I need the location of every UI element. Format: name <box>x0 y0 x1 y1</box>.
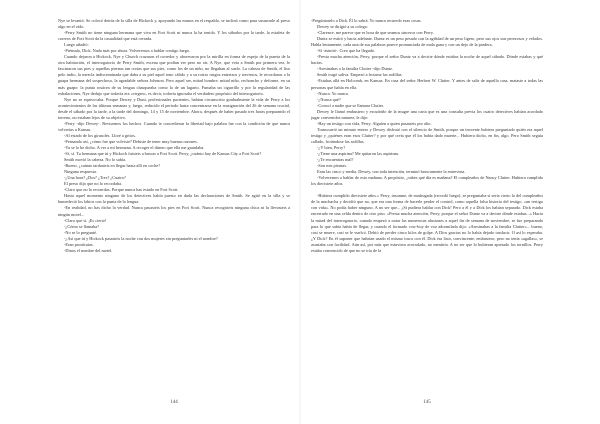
paragraph: -Clarence, me parece que es hora de que seamos sinceros con Perry. <box>317 30 434 36</box>
paragraph: Nye se levantó. Se colocó detrás de la silla de Hickock y, apoyando las manos en el respaldo, se inclinó como para susurrarle al preso algo en el oído. <box>58 18 290 30</box>
paragraph: Ninguna respuesta. <box>64 169 97 175</box>
paragraph: -Hay un testigo con vida, Perry. Alguien a quien pasasteis por alto. <box>317 120 432 126</box>
paragraph: -¿Tiene una aspirina? Me quitaron las aspirinas. <box>317 151 400 157</box>
paragraph: -¿Te encuentras mal? <box>317 157 354 163</box>
paragraph: -Nunca. Yo nunca. <box>317 90 349 96</box>
paragraph: -No se lo pregunté. <box>64 229 97 235</box>
paragraph: -Ya se lo he dicho. A ver a mi hermana. A recoger el dinero que ella me guardaba. <box>64 144 205 150</box>
paragraph: Luego añadió: <box>64 42 89 48</box>
paragraph: -Claro que no lo recuerdas. Porque nunca has estado en Fort Scott. <box>64 187 179 193</box>
paragraph: Transcurrió un minuto entero y Dewey disfrutó con el silencio de Smith, porque un inocente hubiera preguntado quién era aquel testigo y ¿quiénes eran esos Clutter? y por qué creía que él los había dado muerte... Hubiera dicho, en fin, algo. Pero Smith seguía callado, frotándose las rodillas. <box>311 126 543 144</box>
paragraph: Hasta aquel momento ninguno de los detectives había puesto en duda las declaraciones de Smith. Se agitó en la silla y se humedeció los labios con la punta de la lengua. <box>58 193 290 205</box>
paragraph: Nye no se equivocaba. Porque Dewey y Dunt, profesionales pacientes, habían circunscrito gradualmente la vida de Perry a los acontecimientos de las últimas semanas y, luego, reducido el periodo hasta concentrarse en la reasignación del 26 de semana crucial, desde el sábado por la tarde, a la tarde del domingo, 14 y 15 de noviembre. Ahora, después de haber pasado tres horas preparando el terreno, no estaban lejos de su objetivo. <box>58 96 290 120</box>
paragraph: -Conocí a nadie que se llamara Clutter. <box>317 102 384 108</box>
paragraph: -Sí -asintió-. Creo que ha llegado. <box>317 48 376 54</box>
paragraph: Cuando dejaron a Hickock, Nye y Church cruzaron el corredor y observaron por la mirilla en forma de espejo de la puerta de la otra habitación, el interrogatorio de Perry Smith, escena que podían ver pero no oír. A Nye, que veía a Smith por primera vez, le fascinaron sus pies y aquellas piernas tan cortas que sus pies, como los de un niño, no llegaban al suelo. La cabeza de Smith, el liso pelo indio, la mezcla indiscriminada que daba a su piel aquel tono cálido y a su rostro rasgos enterizos y traviesos, le recordaron a la guapa hermana del sospechoso, la agradable señora Johnson. Pero aquel ser, mitad hombre, mitad niño, rechoncho y deforme, en su más guapo: la punta rosácea de su lengua chasqueaba como la de un lagarto. Fumaba un cigarrillo y por la regularidad de las exhalaciones, Nye dedujo que todavía era «virgen», es decir, todavía ignoraba el verdadero propósito del interrogatorio. <box>58 54 290 96</box>
paragraph: -En realidad, no has dicho la verdad. Nunca pasasteis los pies en Fort Scott. Nunca recogisteis ninguna chica ni la llevasteis a ningún motel... <box>58 205 290 217</box>
paragraph: -Presta mucha atención, Perry, porque el señor Duntz va a decirte dónde estabas la noche de aquel sábado. Dónde estabas y qué hacías. <box>311 54 543 66</box>
paragraph: -Estabas allá en Holcomb, en Kansas. En casa del señor Herbert W. Clutter. Y antes de salir de aquella casa, mataste a todas las personas que había en ella. <box>311 78 543 90</box>
paragraph: -¿Así que tú y Hickock pasasteis la noche con dos mujeres sin preguntarles ni el nombre? <box>64 235 218 241</box>
paragraph: -Pregúntaselo a Dick. Él lo sabrá. Yo nunca recuerdo esas cosas. <box>311 18 422 23</box>
paragraph: Dewey le llamó embustero y escudriño de la mugre una carta que es una consulta previa los cuatro detectives habían acordado jugar convenidos naturez, le dijo: <box>311 108 543 120</box>
paragraph: Smith movió la cabeza. No lo sabía. <box>64 157 127 163</box>
paragraph: -Claro que sí. ¡Es cierto! <box>64 217 107 223</box>
left-page <box>58 18 290 406</box>
paragraph: El preso dijo que no lo recordaba. <box>64 181 123 187</box>
paragraph: -Hubiera cumplido diecisiete años.» Perry, insomne, de madrugada (recordó luego), se preguntaba si sería cierto lo del cumpleaños de la muchacha y decidió que no, que era una forma de hacerle perder el control, como aquella falsa historia del testigo, «un testigo con vida». No podía haber ninguno. A no ser que... ¿Si pudiera hablar con Dick! Pero a él y a Dick los habían separado. Dick estaba encerrado en una celda dentro de otro piso. «Presta mucha atención, Perry, porque el señor Duntz va a decirte dónde estabas...» Hacia la mitad del interrogatorio, cuando empezó a notar las numerosas alusiones a aquel fin de semana de noviembre, se fue preparando para lo que sabía había de llegar, y cuando el formado cow-boy de voz adormilada dijo: «Asesinabas a la familia Clutter»... bueno, casi se muere, casi se le vuelcó. Debió de perder cinco kilos de golpe. A Dios gracias no lo había dejado traslucir. O así lo esperaba. ¿Y Dick? En él suponer que habrían usado el mismo truco con él. Dick era listo, convincente, embustero; pero no tenía «agallas», se asustaba con facilidad. Aún así, por más que estuviera acorralado, no mentiría. A no ser que lo hubieran apretado los tornillos. Perry estaba convencido de que no se iría de la <box>311 193 543 253</box>
page-number: 145 <box>423 399 431 405</box>
paragraph: -Al estado de los girasoles. Lloré a gritos. <box>64 132 136 138</box>
page-gutter <box>299 0 301 424</box>
paragraph: -Perry -dijo Dewey-. Revisemos los hechos. Cuando te concedieron la libertad bajo palabra fue con la condición de que nunca volverías a Kansas. <box>58 120 290 132</box>
paragraph: Duntz se estiró y hacia adelante. Duntz es un peso pesado con la agilidad de un peso ligero, pero sus ojos son perezosos y velados. Habla lentamente, cada una de sus palabras parece pronunciada de mala gana y con un dejo de la pradera. <box>311 36 543 48</box>
paragraph: -Piénsalo, Dick. Nada más por ahora. Volveremos a hablar contigo luego. <box>64 48 191 54</box>
paragraph: -¿Cómo se llamaba? <box>64 223 100 229</box>
paragraph: -Sí, sí. Tu hermana que tú y Hickock fuisteis a buscar a Fort Scott. Perry, ¿cuánto hay de Kansas City a Fort Scott? <box>64 151 262 157</box>
paragraph: -Pensando así, ¿cómo fue que volviste? Debiste de tener muy buenas razones. <box>64 138 198 144</box>
right-page <box>311 18 543 406</box>
paragraph: -Dinos el nombre del motel. <box>64 247 113 253</box>
paragraph: Smith tragó saliva. Empezó a frotarse las rodillas. <box>317 72 403 78</box>
paragraph: -Bueno, ¿cuánto tardasteis en llegar hasta allí en coche? <box>64 163 161 169</box>
paragraph: -Asesinabas a la familia Clutter -dijo Duntz. <box>317 66 394 72</box>
paragraph: -Eran prostitutas. <box>64 241 94 247</box>
left-page-text <box>58 18 290 254</box>
paragraph: -¿Y bien, Perry? <box>317 144 346 150</box>
page-number: 144 <box>170 399 178 405</box>
right-page-text <box>311 18 543 254</box>
paragraph: -¿Nunca qué? <box>317 96 341 102</box>
paragraph: -Volveremos a hablar de esto mañana. A propósito, ¿sabes qué día es mañana? El cumpleaños de Nancy Clutter. Hubiera cumplido los diecisiete años. <box>311 175 543 187</box>
paragraph: Dewey se dirigió a su colega: <box>317 24 368 30</box>
paragraph: -Son mis piernas. <box>317 163 347 169</box>
paragraph: -Perry Smith no tiene ninguna hermana que viva en Fort Scott ni nunca la ha tenido. Y los sábados por la tarde, la estafeta de correos de Fort Scott da la casualidad que está cerrada. <box>58 30 290 42</box>
paragraph: -¿Una hora? ¿Dos? ¿Tres? ¿Cuatro? <box>64 175 126 181</box>
paragraph: Eran las cinco y media. Dewey, con toda intención, terminó bruscamente la entrevista. <box>317 169 466 175</box>
